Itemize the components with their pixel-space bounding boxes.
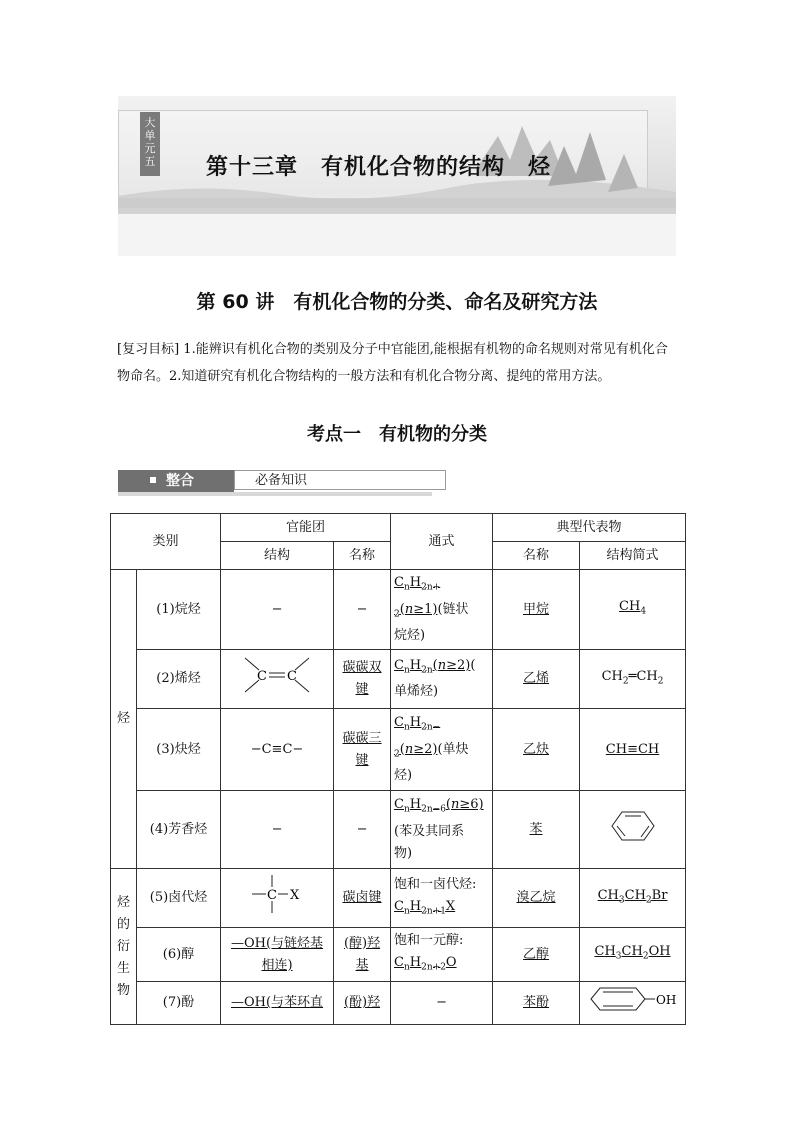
header-category: 类别 [111,514,221,570]
row-rep-name: 甲烷 [493,570,580,650]
phenol-structure-icon [587,984,679,1014]
row-rep-name: 乙醇 [493,928,580,982]
svg-text:X: X [290,888,300,904]
row-formula: $C_nH_{2n-6}(n\ge 6)$ (苯及其同系 物) [391,791,493,869]
row-rep-structure [580,791,686,869]
classification-table [110,513,686,1025]
group-derivative: 烃 的 衍 生 物 [111,869,137,1025]
svg-text:OH: OH [655,993,676,1008]
chapter-title: 第十三章 有机化合物的结构 烃 [206,155,552,180]
row-structure: —OH(与链烃基 相连) [221,928,334,982]
row-rep-structure: $CH_3CH_2OH$ [580,928,686,982]
section-bar [118,470,432,494]
row-structure [221,650,334,709]
row-rep-name: 乙烯 [493,650,580,709]
square-icon [150,477,156,483]
table-row [111,709,686,791]
review-goals [117,336,679,390]
section-tag: 整合 [118,470,234,492]
row-label: (7)酚 [137,982,221,1025]
section-subtag: 必备知识 [234,470,446,490]
row-group-name: (酚)羟 [334,982,391,1025]
formula-text: $C_nH_{2n+}$ $_2$(n≥1) [394,575,441,620]
svg-text:C: C [267,888,277,904]
row-rep-structure: $CH_4$ [580,570,686,650]
row-rep-name: 乙炔 [493,709,580,791]
halide-structure-icon [242,871,312,917]
table-row [111,869,686,928]
benzene-ring-icon [598,806,668,846]
row-rep-structure: CH≡CH [580,709,686,791]
row-rep-structure: $CH_2═CH_2$ [580,650,686,709]
row-formula: $C_nH_{2n-}$ $_2$(n≥2)(单炔 烃) [391,709,493,791]
header-functional-group: 官能团 [221,514,391,542]
row-rep-name: 苯酚 [493,982,580,1025]
row-label: (2)烯烃 [137,650,221,709]
header-rep-name: 名称 [493,542,580,570]
header-representative: 典型代表物 [493,514,686,542]
row-group-name: 碳卤键 [334,869,391,928]
table-row [111,982,686,1025]
svg-text:C: C [287,669,297,685]
row-rep-structure [580,982,686,1025]
header-name: 名称 [334,542,391,570]
row-group-name: − [334,570,391,650]
header-formula: 通式 [391,514,493,570]
section-shadow [118,492,432,496]
row-formula: 饱和一卤代烃: $C_nH_{2n+1}X$ [391,869,493,928]
svg-text:C: C [257,669,267,685]
goals-text: 1.能辨识有机化合物的类别及分子中官能团,能根据有机物的命名规则对常见有机化合物命名。2.知道研究有机化合物结构的一般方法和有机化合物分离、提纯的常用方法。 [117,342,668,384]
row-group-name: − [334,791,391,869]
table-row [111,570,686,650]
double-bond-structure-icon [237,652,317,698]
group-hydrocarbon: 烃 [111,570,137,869]
goals-label: [复习目标] [117,342,180,357]
row-label: (5)卤代烃 [137,869,221,928]
row-group-name: 碳碳双键 [334,650,391,709]
row-rep-name: 溴乙烷 [493,869,580,928]
row-formula: $C_nH_{2n+}$ $_2$(n≥1)(链状 烷烃) [391,570,493,650]
row-rep-structure: $CH_3CH_2Br$ [580,869,686,928]
row-label: (4)芳香烃 [137,791,221,869]
row-label: (1)烷烃 [137,570,221,650]
row-structure: − [221,791,334,869]
row-structure [221,869,334,928]
table-row [111,650,686,709]
row-group-name: 碳碳三键 [334,709,391,791]
row-structure: —OH(与苯环直 [221,982,334,1025]
header-rep-structure: 结构简式 [580,542,686,570]
row-group-name: (醇)羟 基 [334,928,391,982]
unit-tag: 大单元五 [140,112,160,176]
row-structure: − [221,570,334,650]
lesson-title: 第 60 讲 有机化合物的分类、命名及研究方法 [196,291,598,313]
table-row [111,928,686,982]
row-rep-name: 苯 [493,791,580,869]
row-formula: 饱和一元醇: $C_nH_{2n+2}O$ [391,928,493,982]
row-formula: $C_nH_{2n}(n\ge 2)$( 单烯烃) [391,650,493,709]
row-label: (6)醇 [137,928,221,982]
row-formula: − [391,982,493,1025]
row-label: (3)炔烃 [137,709,221,791]
table-row [111,791,686,869]
header-structure: 结构 [221,542,334,570]
topic-title: 考点一 有机物的分类 [307,424,487,445]
row-structure: −C≡C− [221,709,334,791]
